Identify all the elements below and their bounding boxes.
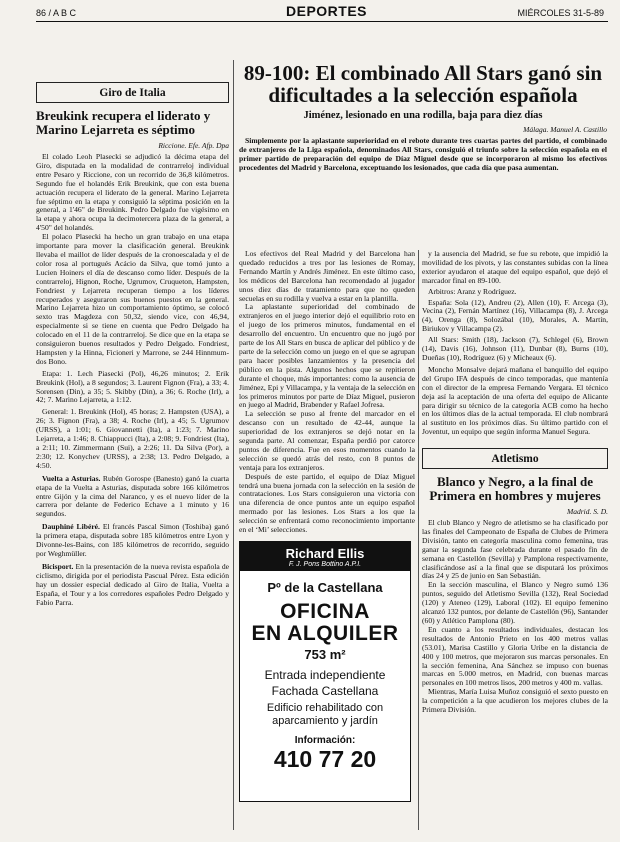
basket-byline: Málaga. Manuel A. Castillo (523, 125, 607, 134)
atletismo-headline: Blanco y Negro, a la final de Primera en hombres y mujeres (429, 474, 601, 503)
atletismo-paragraph: El club Blanco y Negro de atletismo se ha clasificado por las finales del Campeonato de España de Clubes de Primera División, tanto en categoría masculina como femenina, tras ganar la segunda fase celebrada durante el pasado fin de semana en Castellón (Sevilla) y Pamplona respectivamente, clasificándose así a la final que se disputará los próximos días 24 y 25 de junio en San Sebastián. (422, 518, 608, 581)
basket-lead (239, 137, 607, 173)
atletismo-paragraph: En cuanto a los resultados individuales, destacan los resultados de Antonio Prieto en los 400 metros vallas (53.01), Marisa Castillo y Gloria Uribe en la distancia de 400 y 100 metros, que mejoraron sus marcas personales. En la sección femenina, Ana Sánchez se impuso con buenas marcas en 5.000 metros, en Madrid, con buenas marcas personales en 100 metros lisos, 200 metros y 400 m. vallas. (422, 624, 608, 688)
section-title: DEPORTES (286, 3, 368, 19)
atletismo-article (422, 448, 608, 836)
basket-paragraph: La aplastante superioridad del combinado de extranjeros en el juego interior dejó el equilibrio roto en el juego de los primeros minutos, fundamental en el desarrollo del encuentro. Un encuentro que no jugó por parte de los All Stars en busca de aplicar del público y de parte de la selección como un juego en el que se agrupan para hacer posibles lanzamientos y la presencia del público en la pista. Algunos hechos que se repitieron durante el choque, más importantes: como la ausencia de Jiménez, Epi y Villacampa, y la ventaja de la selección en los primeros minutos por parte de Díaz Miguel, pusieron en juego al Madrid, Brabender y Rafael Jofresa. (239, 302, 415, 410)
page-header (0, 0, 620, 22)
basket-paragraph: La selección se puso al frente del marcador en el descanso con un resultado de 42-44, aunque la superioridad de los extranjeros se dejó notar en la segunda parte. Al comenzar, España perdió por catorce puntos de diferencia. Fue en esos momentos cuando la selección se quedó atrás del resto, con 8 puntos de ventaja para los extranjeros. (239, 409, 415, 472)
basket-referees: Arbitros: Aranz y Rodríguez. (428, 286, 517, 296)
basket-spain-lineup: España: Sola (12), Andreu (2), Allen (10), F. Arcega (3), Vecina (2), Fernán Martínez (16), Villacampa (8), J. Arcega (4), Orenga (8), Solozábal (10), Morales, A. Martín, Biriukov y Villacampa (2). (422, 297, 608, 334)
column-divider (233, 60, 234, 830)
basket-monsalve-note: Moncho Monsalve dejará mañana el banquillo del equipo del Grupo IFA después de cinco temporadas, que mantenía con el director de la empresa Fernando Vergara. El técnico deja así la aceptación de una oferta del equipo de Alicante para dirigir su técnico de la categoría ACB como ha hecho en los últimos días de la actual temporada. El club nombrará al sustituto en los próximos días. Su último partido con el Joventut, un equipo que según informa Manuel Segura. (422, 364, 608, 437)
real-estate-ad[interactable] (239, 541, 411, 802)
ad-brand-sub: F. J. Pons Bottino A.P.I. (288, 561, 362, 568)
basket-column-a (239, 250, 415, 535)
atletismo-paragraph: En la sección masculina, el Blanco y Negro sumó 136 puntos, seguido del Atletismo Sevilla (132), Real Sociedad (120) y Ateneo (129), Laboral (102). El equipo femenino alcanzó 132 puntos, por delante de Castellón (96), Santander (60) y Atlético Pamplona (80). (422, 580, 608, 625)
ad-feature-facade: Fachada Castellana (271, 684, 379, 698)
giro-bullet (36, 523, 229, 559)
giro-paragraph: El polaco Plasecki ha hecho un gran trabajo en una etapa importante para mover la clasificación general. Breukink llevaba el maillot de líder después de la cronoescalada y el de color rosa al portugués Acácio da Silva, que tomó junto a Lucien Hoiners el día de descanso como líder. Después de la contrarreloj, Hignon, Roche, Ugrumov, Cruqueton, Hampsten, Fondriest y Lejarreta recuperan tiempo a los líderes recuperados y aseguraron sus buenos puestos en la general. Marino Lejarreta hizo un comportamiento óptimo, se colocó sexto tras Magdeza con 50,32, siendo vice, con 46,94, especialmente si se tiene en cuenta que Pedro Delgado ha colocado en el 11 de la contrarreloj. Se dice que en la etapa se consiguieron buenos resultados y Pedro Delgado. Fondriest, Hampsten y la Hinna, Ficioneri y Marrone, se 244 Hinnmum-dos Bono. (36, 232, 229, 366)
basket-column-b (422, 250, 608, 442)
basket-headline: 89-100: El combinado All Stars ganó sin dificultades a la selección española (243, 61, 603, 107)
giro-article (36, 82, 229, 837)
ad-offer-line1: OFICINA (280, 600, 370, 623)
basket-paragraph: Después de este partido, el equipo de Díaz Miguel tendrá una buena jornada con la selección en la sesión de contrataciones. Los Stars consiguieron una victoria con una diferencia de once puntos ante un equipo español mermado por las lesiones. Los Stars a los que la selección se enfrentará como reconocimiento importante en el ‘Mi’ selecciones. (239, 471, 415, 535)
ad-feature-building: Edificio rehabilitado con aparcamiento y jardín (266, 702, 384, 727)
atletismo-paragraph: Mientras, María Luisa Muñoz consiguió el sexto puesto en la competición a la que acudieron los mejores clubes de la Primera División. (422, 687, 608, 715)
basket-paragraph: Los efectivos del Real Madrid y del Barcelona han quedado reducidos a tres por las lesiones de Romay, Fernando Martín y Andrés Jiménez. En este último caso, los médicos del Barcelona han recomendado al jugador unos diez días de tratamiento para que no queden secuelas en su rodilla y vuelva a estar en la plantilla. (239, 250, 415, 303)
ad-brand: Richard Ellis (285, 546, 365, 561)
bullet-lead: Dauphiné Libéré. (42, 522, 100, 532)
giro-stage-results: Etapa: 1. Lech Piasecki (Pol), 46,26 minutos; 2. Erik Breukink (Hol), a 8 segundos; 3. Laurent Fignon (Fra), a 33; 4. Sorensen (Din), a 35; 5. Skibby (Din), a 36; 6. Roche (Irl), a 42; 7. Marino Lejarreta, a 1:12. (36, 368, 229, 405)
basket-subhead: Jiménez, lesionado en una rodilla, baja para diez días (303, 110, 543, 121)
atletismo-byline: Madrid. S. D. (566, 507, 608, 516)
giro-section-label: Giro de Italia (36, 82, 229, 103)
ad-offer-line2: EN ALQUILER (251, 622, 399, 645)
page-number: 86 / A B C (36, 8, 77, 18)
basket-lead-text: Simplemente por la aplastante superioridad en el rebote durante tres cuartas partes del partido, el combinado de extranjeros de la Liga española, denominados All Stars, consiguió el triunfo sobre la selección española en el primer partido de preparación del equipo de Díaz Miguel desde que se incorporaron al mismo los efectivos procedentes del Madrid y Barcelona, exceptuando los lesionados, que cada día que pasa aumentan. (239, 136, 607, 172)
giro-bullet (36, 475, 229, 520)
bullet-text: Rubén Gorospe (Banesto) ganó la cuarta etapa de la Vuelta a Asturias, disputada sobre 166 kilómetros entre Gijón y la cima del Naranco, y es el nuevo líder de la carrera por delante de Federico Echave a 1 minuto y 16 segundos. (36, 473, 229, 519)
ad-area: 753 m² (304, 647, 346, 662)
atletismo-section-label: Atletismo (422, 448, 608, 469)
bullet-text: En la presentación de la nueva revista española de ciclismo, dirigida por el periodista Pascual Pérez. Esta edición hay un dossier especial dedicado al Giro de Italia, Vuelta a España, el Tour y a los corredores españoles Pedro Delgado y Fabio Parra. (36, 561, 229, 607)
column-divider (418, 250, 419, 830)
basket-paragraph: y la ausencia del Madrid, se fue su rebote, que impidió la movilidad de los pivots, y las constantes subidas con la línea exterior ayudaron el ataque del equipo español, que dejó el marcador final en 89-100. (422, 250, 608, 285)
bullet-text: El francés Pascal Simon (Toshiba) ganó la primera etapa, disputada sobre 185 kilómetros entre Lyon y Divonne-les-Bains, con 185 kilómetros de recorrido, seguido por Weghmüller. (36, 522, 229, 558)
ad-feature-entrance: Entrada independiente (264, 668, 386, 682)
bullet-lead: Bicisport. (42, 561, 74, 571)
ad-address: Pº de la Castellana (267, 580, 383, 595)
bullet-lead: Vuelta a Asturias. (42, 473, 101, 483)
page-date: MIÉRCOLES 31-5-89 (517, 8, 604, 18)
giro-headline: Breukink recupera el liderato y Marino Lejarreta es séptimo (36, 108, 211, 137)
giro-general-results: General: 1. Breukink (Hol), 45 horas; 2. Hampsten (USA), a 26; 3. Fignon (Fra), a 38; 4. Roche (Irl), a 45; 5. Ugrumov (URSS), a 1:01; 6. Giovannetti (Ita), a 1:23; 7. Marino Lejarreta, a 1:46; 8. Chiappucci (Ita), a 2:08; 9. Fondriest (Ita), a 2:11; 10. Zimmermann (Sui), a 2:26; 11. Da Silva (Por), a 2:30; 12. Konychev (URSS), a 2:38; 13. Pedro Delgado, a 4:50. (36, 407, 229, 470)
basket-allstars-lineup: All Stars: Smith (18), Jackson (7), Schlegel (6), Brown (14), Davis (16), Johnson (11), Dunbar (8), Burns (10), Dueñas (10), Rodríguez (6) y Micheaux (6). (422, 335, 608, 362)
ad-phone[interactable]: 410 77 20 (273, 746, 377, 772)
header-rule (36, 21, 608, 22)
ad-brand-band (240, 542, 410, 571)
ad-info-label: Información: (294, 735, 356, 746)
giro-bullet (36, 563, 229, 608)
giro-byline: Riccione. Efe. Afp. Dpa (158, 141, 229, 150)
basket-headline-block (239, 60, 607, 250)
giro-paragraph: El colado Leoh Plasecki se adjudicó la décima etapa del Giro, disputada en la modalidad de contrarreloj individual entre Pesaro y Riccione, con un recorrido de 36,8 kilómetros. Segundo fue el holandés Erik Breukink, que con esta buena actuación recupera el liderato de la general. Marino Lejarreta fue séptimo en la etapa y consiguió la séptima posición en la general, a 1'46" de Breukink. Pedro Delgado fue vigésimo en la etapa y ahora ocupa la decimotercera plaza de la general, a 4'50" del holandés. (36, 152, 229, 233)
